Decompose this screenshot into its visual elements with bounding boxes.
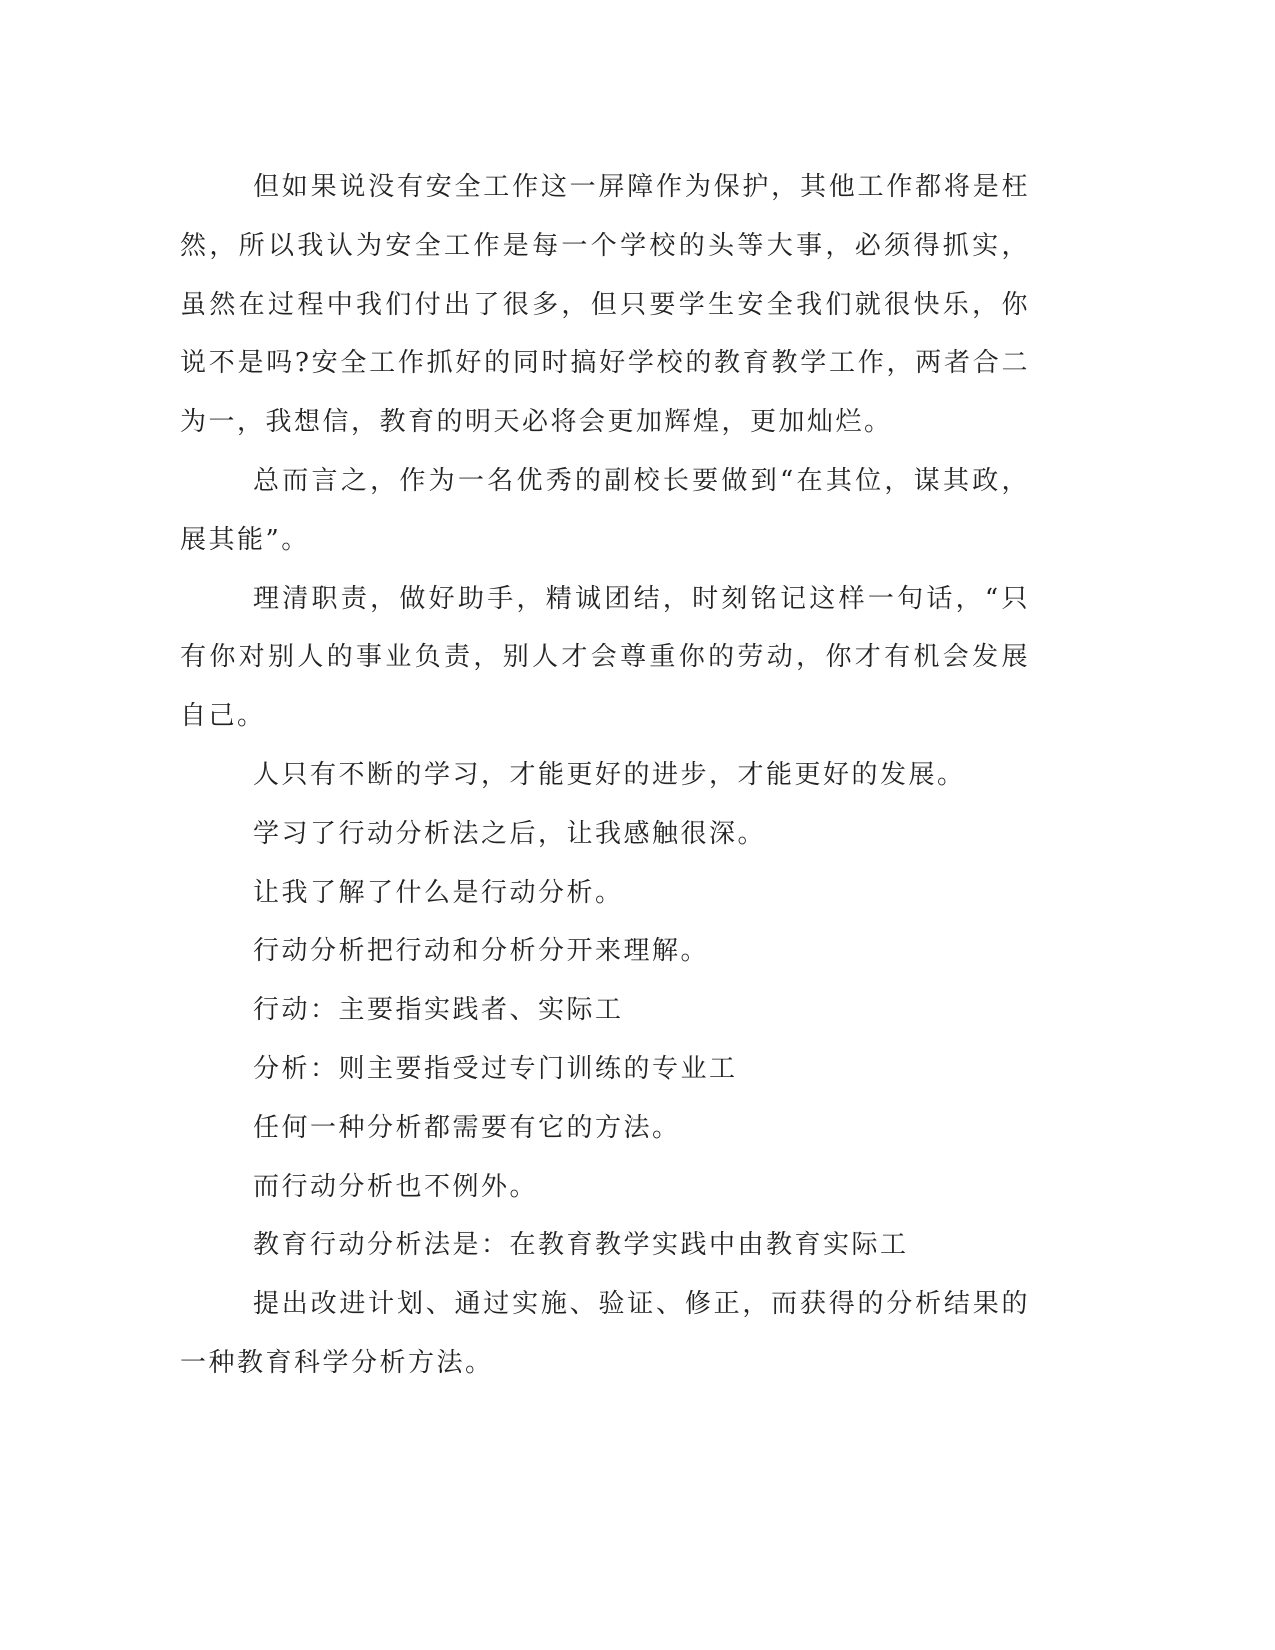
paragraph-7: 行动分析把行动和分析分开来理解。: [253, 936, 710, 967]
paragraph-11: 而行动分析也不例外。: [253, 1171, 539, 1202]
paragraph-3: 理清职责，做好助手，精诚团结，时刻铭记这样一句话，“只有你对别人的事业负责，别人才会尊重你的劳动，你才有机会发展自己。: [180, 583, 1030, 732]
paragraph-8: 行动：主要指实践者、实际工: [253, 995, 624, 1026]
paragraph-4: 人只有不断的学习，才能更好的进步，才能更好的发展。: [253, 759, 966, 790]
paragraph-2: 总而言之，作为一名优秀的副校长要做到“在其位，谋其政，展其能”。: [180, 465, 1030, 555]
paragraph-12: 教育行动分析法是：在教育教学实践中由教育实际工: [253, 1230, 909, 1261]
paragraph-9: 分析：则主要指受过专门训练的专业工: [253, 1053, 738, 1084]
paragraph-1: 但如果说没有安全工作这一屏障作为保护，其他工作都将是枉然，所以我认为安全工作是每一个学校的头等大事，必须得抓实，虽然在过程中我们付出了很多，但只要学生安全我们就很快乐，你说不是吗?安全工作抓好的同时搞好学校的教育教学工作，两者合二为一，我想信，教育的明天必将会更加辉煌，更加灿烂。: [180, 172, 1030, 438]
paragraph-6: 让我了解了什么是行动分析。: [253, 877, 624, 908]
paragraph-5: 学习了行动分析法之后，让我感触很深。: [253, 818, 767, 849]
document-body: [180, 158, 1030, 1393]
paragraph-10: 任何一种分析都需要有它的方法。: [253, 1112, 681, 1143]
paragraph-13: 提出改进计划、通过实施、验证、修正，而获得的分析结果的一种教育科学分析方法。: [180, 1289, 1030, 1378]
